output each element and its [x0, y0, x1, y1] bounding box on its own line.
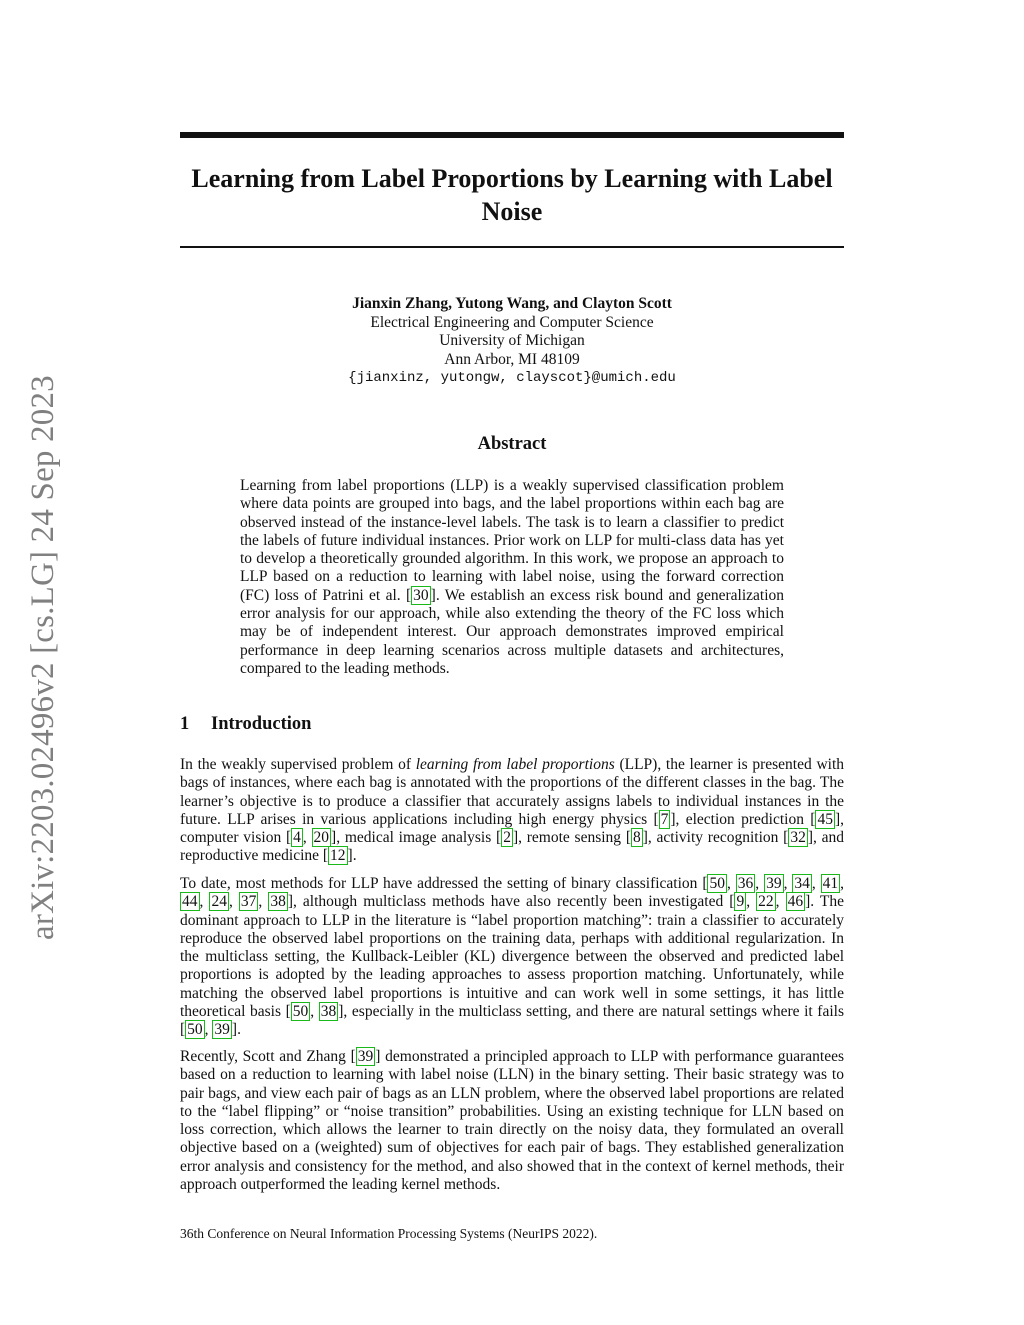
paragraph-text: In the weakly supervised problem of: [180, 756, 416, 773]
paragraph-text: ,: [204, 1021, 213, 1039]
paragraph-text: ].: [347, 847, 357, 865]
paragraph-text: ,: [228, 893, 239, 911]
citation-link[interactable]: 8: [632, 829, 641, 847]
affiliation-line: Electrical Engineering and Computer Science: [370, 313, 654, 331]
paragraph-text: ], especially in the multiclass setting, and there are natural settings where it fails [: [180, 1003, 844, 1039]
paragraph-text: ], remote sensing [: [512, 829, 631, 847]
citation-link[interactable]: 2: [503, 829, 511, 847]
citation-link[interactable]: 46: [787, 893, 804, 911]
citation-link[interactable]: 9: [736, 893, 745, 911]
paragraph-text: ], election prediction [: [670, 810, 816, 828]
citation-link[interactable]: 50: [187, 1021, 203, 1039]
paragraph-text: ,: [811, 875, 821, 892]
author-email: {jianxinz, yutongw, clayscot}@umich.edu: [348, 370, 676, 386]
abstract-text: [240, 477, 784, 678]
section-heading: [180, 714, 844, 735]
affiliation-line: University of Michigan: [439, 332, 585, 349]
paragraph-text: ,: [783, 875, 793, 892]
citation-link[interactable]: 24: [211, 893, 227, 911]
citation-link[interactable]: 50: [292, 1003, 309, 1021]
intro-paragraph-1: [180, 756, 844, 866]
citation-link[interactable]: 12: [330, 847, 346, 865]
citation-link[interactable]: 44: [182, 893, 198, 911]
title-rule-top: [180, 132, 844, 138]
citation-link[interactable]: 41: [822, 875, 839, 892]
author-block: [180, 295, 844, 388]
abstract-text-part: ]. We establish an excess risk bound and generalization error analysis for our approach, while also extending the theory of the FC loss which may be of independent interest. Our approach demonstrates improved empirical performance in deep learning scenarios across multiple datasets and architectures, compared to the leading methods.: [240, 586, 784, 677]
paragraph-text: ].: [231, 1021, 241, 1039]
intro-paragraph-3: [180, 1048, 844, 1194]
paragraph-text: ]. The dominant approach to LLP in the literature is “label proportion matching”: train a classifier to accurately reproduce the observed label proportions on the training data, perhaps with additional regularization. In the multiclass setting, the Kullback-Leibler (KL) divergence between the observed and predicted label proportions is adopted by the leading approaches to assess proportion matching. Unfortunately, while matching the observed label proportions is intuitive and can work well in some settings, it has little theoretical basis [: [180, 893, 845, 1021]
affiliation-line: Ann Arbor, MI 48109: [444, 350, 580, 368]
paragraph-text: ], computer vision [: [180, 810, 844, 847]
citation-link[interactable]: 39: [357, 1048, 374, 1065]
arxiv-identifier: arXiv:2203.02496v2 [cs.LG] 24 Sep 2023: [25, 375, 61, 940]
paragraph-text: ,: [310, 1003, 319, 1021]
conference-footnote: 36th Conference on Neural Information Processing Systems (NeurIPS 2022).: [180, 1226, 598, 1241]
citation-link[interactable]: 39: [214, 1021, 230, 1039]
paragraph-text: ,: [302, 829, 312, 847]
citation-link[interactable]: 37: [240, 893, 257, 911]
paragraph-text: ,: [258, 893, 269, 911]
paragraph-text: To date, most methods for LLP have addressed the setting of binary classification [: [180, 875, 708, 892]
section-title: Introduction: [211, 714, 312, 734]
citation-link[interactable]: 20: [313, 829, 330, 847]
abstract-heading: Abstract: [477, 434, 547, 454]
paragraph-text: ,: [199, 893, 210, 911]
citation-link[interactable]: 4: [293, 829, 301, 847]
citation-link[interactable]: 38: [270, 893, 286, 911]
paragraph-text: ,: [775, 893, 786, 911]
paragraph-text: ] demonstrated a principled approach to LLP with performance guarantees based on a reduction to learning with label noise (LLN) in the binary setting. Their basic strategy was to pair bags, and view each pair of bags as an LLN problem, where the observed label proportions are related to the “label flipping” or “noise transition” probabilities. Using an existing technique for LLN based on loss correction, which allows the learner to train directly on the noisy data, they formulated an overall objective based on a (weighted) sum of objectives for each pair of bags. They established generalization error analysis and consistency for the method, and also showed that in the context of kernel methods, their approach outperformed the leading kernel methods.: [180, 1048, 845, 1194]
citation-link[interactable]: 7: [660, 810, 669, 828]
citation-link[interactable]: 50: [709, 875, 725, 892]
citation-link[interactable]: 30: [413, 586, 429, 604]
intro-paragraph-2: [180, 875, 844, 1040]
paragraph-text: Recently, Scott and Zhang [: [180, 1048, 356, 1065]
abstract-text-part: Learning from label proportions (LLP) is a weakly supervised classification problem where data points are grouped into bags, and the label proportions within each bag are observed instead of the instance-level labels. The task is to learn a classifier to predict the labels of future individual instances. Prior work on LLP for multi-class data has yet to develop a theoretically grounded algorithm. In this work, we propose an approach to LLP based on a reduction to learning with label noise, using the forward correction (FC) loss of Patrini et al. [: [240, 477, 784, 604]
citation-link[interactable]: 32: [790, 829, 806, 847]
paper-title: Learning from Label Proportions by Learning with Label Noise: [191, 164, 833, 226]
title-rule-bottom: [180, 246, 844, 248]
section-number: 1: [180, 714, 190, 734]
paragraph-text: ], although multiclass methods have also recently been investigated [: [287, 893, 735, 911]
paragraph-text: (LLP), the learner is presented with bags of instances, where each bag is annotated with the proportions of the different classes in the bag. The learner’s objective is to produce a classifier that accurately assigns labels to individual instances in the future. LLP arises in various applications including high energy physics [: [180, 756, 844, 828]
citation-link[interactable]: 34: [794, 875, 810, 892]
citation-link[interactable]: 38: [320, 1003, 337, 1021]
emphasized-term: learning from label proportions: [415, 756, 615, 773]
citation-link[interactable]: 45: [817, 810, 833, 828]
citation-link[interactable]: 22: [758, 893, 774, 911]
paragraph-text: ], activity recognition [: [642, 829, 789, 847]
paragraph-text: ,: [726, 875, 736, 892]
paragraph-text: ,: [746, 893, 757, 911]
paragraph-text: ,: [840, 875, 845, 892]
citation-link[interactable]: 36: [737, 875, 754, 892]
paragraph-text: ], medical image analysis [: [331, 829, 502, 847]
paragraph-text: ], and reproductive medicine [: [180, 829, 845, 865]
paragraph-text: ,: [755, 875, 765, 892]
author-names: Jianxin Zhang, Yutong Wang, and Clayton Scott: [352, 295, 672, 312]
citation-link[interactable]: 39: [766, 875, 782, 892]
